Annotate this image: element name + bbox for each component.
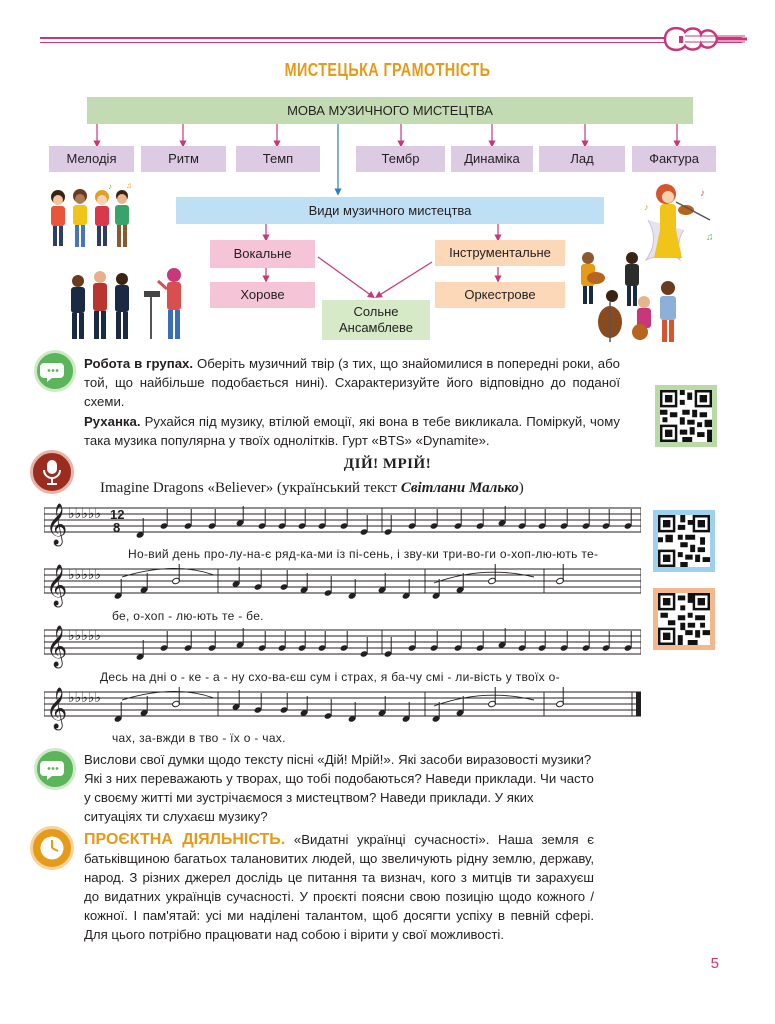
warmup-text: Рухайся під музику, втілюй емоції, які вона в тебе викликала. Поміркуй, чому така музика популярна у твоїх однолітків. Гурт «BTS» «Dynamite». bbox=[84, 414, 620, 448]
project-title: ПРОЄКТНА ДІЯЛЬНІСТЬ. bbox=[84, 831, 286, 848]
chat-bubbles-icon bbox=[34, 350, 76, 392]
time-sig-bottom: 8 bbox=[113, 520, 121, 535]
choir-children-illustration bbox=[44, 183, 134, 255]
qr-code-pattern bbox=[658, 593, 710, 645]
qr-code-icon[interactable] bbox=[653, 510, 715, 572]
song-subtitle-end: ) bbox=[518, 480, 524, 496]
lyrics-line-4: чах, за-вжди в тво - їх о - чах. bbox=[112, 731, 286, 745]
song-title: ДІЙ! МРІЙ! bbox=[343, 456, 432, 472]
page-number: 5 bbox=[710, 955, 719, 972]
type-ensemble: Ансамблеве bbox=[338, 320, 414, 335]
svg-text:♫: ♫ bbox=[706, 232, 714, 243]
song-subtitle-text: Imagine Dragons «Believer» (український текст bbox=[100, 480, 401, 496]
staff-line-2 bbox=[44, 563, 641, 613]
svg-text:♭♭♭♭♭: ♭♭♭♭♭ bbox=[68, 689, 102, 705]
element-dynamics: Динаміка bbox=[451, 146, 533, 172]
orchestra-illustration bbox=[570, 246, 695, 344]
element-mode: Лад bbox=[539, 146, 625, 172]
svg-text:𝄞: 𝄞 bbox=[46, 504, 68, 545]
element-texture: Фактура bbox=[632, 146, 716, 172]
svg-text:♭♭♭♭♭: ♭♭♭♭♭ bbox=[68, 566, 102, 582]
svg-text:♫: ♫ bbox=[126, 183, 132, 190]
diagram-header: МОВА МУЗИЧНОГО МИСТЕЦТВА bbox=[87, 97, 693, 124]
warmup-lead: Руханка. bbox=[84, 414, 141, 429]
lyrics-line-3: Десь на дні о - ке - а - ну схо-ва-єш сум і страх, я ба-чу смі - ли-вість у твоїх о- bbox=[100, 670, 560, 684]
svg-text:♭♭♭♭♭: ♭♭♭♭♭ bbox=[68, 505, 102, 521]
violin-icon bbox=[655, 18, 750, 60]
svg-text:♭♭♭♭♭: ♭♭♭♭♭ bbox=[68, 627, 102, 643]
lyrics-line-1: Но-вий день про-лу-на-є ряд-ка-ми із пі-сень, і зву-ки три-во-ги о-хоп-лю-ють те- bbox=[128, 547, 599, 561]
element-rhythm: Ритм bbox=[141, 146, 226, 172]
svg-text:𝄞: 𝄞 bbox=[46, 565, 68, 606]
choir-conductor-illustration bbox=[66, 267, 196, 343]
element-melody: Мелодія bbox=[49, 146, 134, 172]
warmup-paragraph bbox=[84, 412, 620, 450]
group-work-text: Оберіть музичний твір (з тих, що знайомилися в попередні роки, або той, що найбільше подобається нині). Схарактеризуйте його відповідно до поданої схеми. bbox=[84, 356, 620, 409]
project-paragraph bbox=[84, 830, 594, 944]
section-title: МИСТЕЦЬКА ГРАМОТНІСТЬ bbox=[284, 60, 491, 80]
chat-bubbles-icon bbox=[34, 748, 76, 790]
element-timbre: Тембр bbox=[356, 146, 445, 172]
type-orchestral: Оркестрове bbox=[435, 282, 565, 308]
svg-text:♪: ♪ bbox=[108, 183, 112, 191]
time-sig-top: 12 bbox=[110, 507, 125, 522]
group-work-paragraph bbox=[84, 354, 620, 411]
qr-code-pattern bbox=[660, 390, 712, 442]
svg-text:𝄞: 𝄞 bbox=[46, 688, 68, 729]
song-author: Світлани Малько bbox=[400, 480, 519, 496]
staff-line-1 bbox=[44, 502, 641, 552]
type-vocal: Вокальне bbox=[210, 240, 315, 268]
svg-text:♪: ♪ bbox=[700, 188, 705, 199]
type-solo: Сольне bbox=[353, 304, 399, 319]
type-solo-ensemble bbox=[322, 300, 430, 340]
type-choral: Хорове bbox=[210, 282, 315, 308]
types-header: Види музичного мистецтва bbox=[176, 197, 604, 224]
element-tempo: Темп bbox=[236, 146, 320, 172]
reflection-paragraph: Вислови свої думки щодо тексту пісні «Дій! Мрій!». Які засоби виразовості музики? Які з них переважають у творах, що тобі подобаються? Наведи приклади. Чи часто у своєму житті ми зустрічаємося з мистецтвом? Наведи приклади. У яких ситуаціях ти слухаєш музику? bbox=[84, 752, 594, 824]
project-text: «Видатні українці сучасності». Наша земля є батьківщиною багатьох талановитих людей, що звеличують рідну землю, державу, народ. З різних джерел дослідь це питання та визнач, кого з митців ти зарахуєш до видатних українців сучасності. У проєкті поясни свою позицію щодо кожного /кожної. І пам'ятай: усі ми наділені талантом, щоб досягти успіху в певній сфері. Для цього потрібно працювати над собою і вірити у свої можливості. bbox=[84, 832, 594, 942]
svg-text:♪: ♪ bbox=[644, 202, 649, 212]
type-instrumental: Інструментальне bbox=[435, 240, 565, 266]
group-work-lead: Робота в групах. bbox=[84, 356, 194, 371]
qr-code-pattern bbox=[658, 515, 710, 567]
svg-text:𝄞: 𝄞 bbox=[46, 626, 68, 667]
staff-line-4 bbox=[44, 686, 641, 736]
clock-icon bbox=[30, 826, 74, 870]
top-rule bbox=[40, 37, 742, 44]
qr-code-icon[interactable] bbox=[655, 385, 717, 447]
song-subtitle bbox=[100, 480, 524, 497]
qr-code-icon[interactable] bbox=[653, 588, 715, 650]
staff-line-3 bbox=[44, 624, 641, 674]
lyrics-line-2: бе, о-хоп - лю-ють те - бе. bbox=[112, 609, 264, 623]
